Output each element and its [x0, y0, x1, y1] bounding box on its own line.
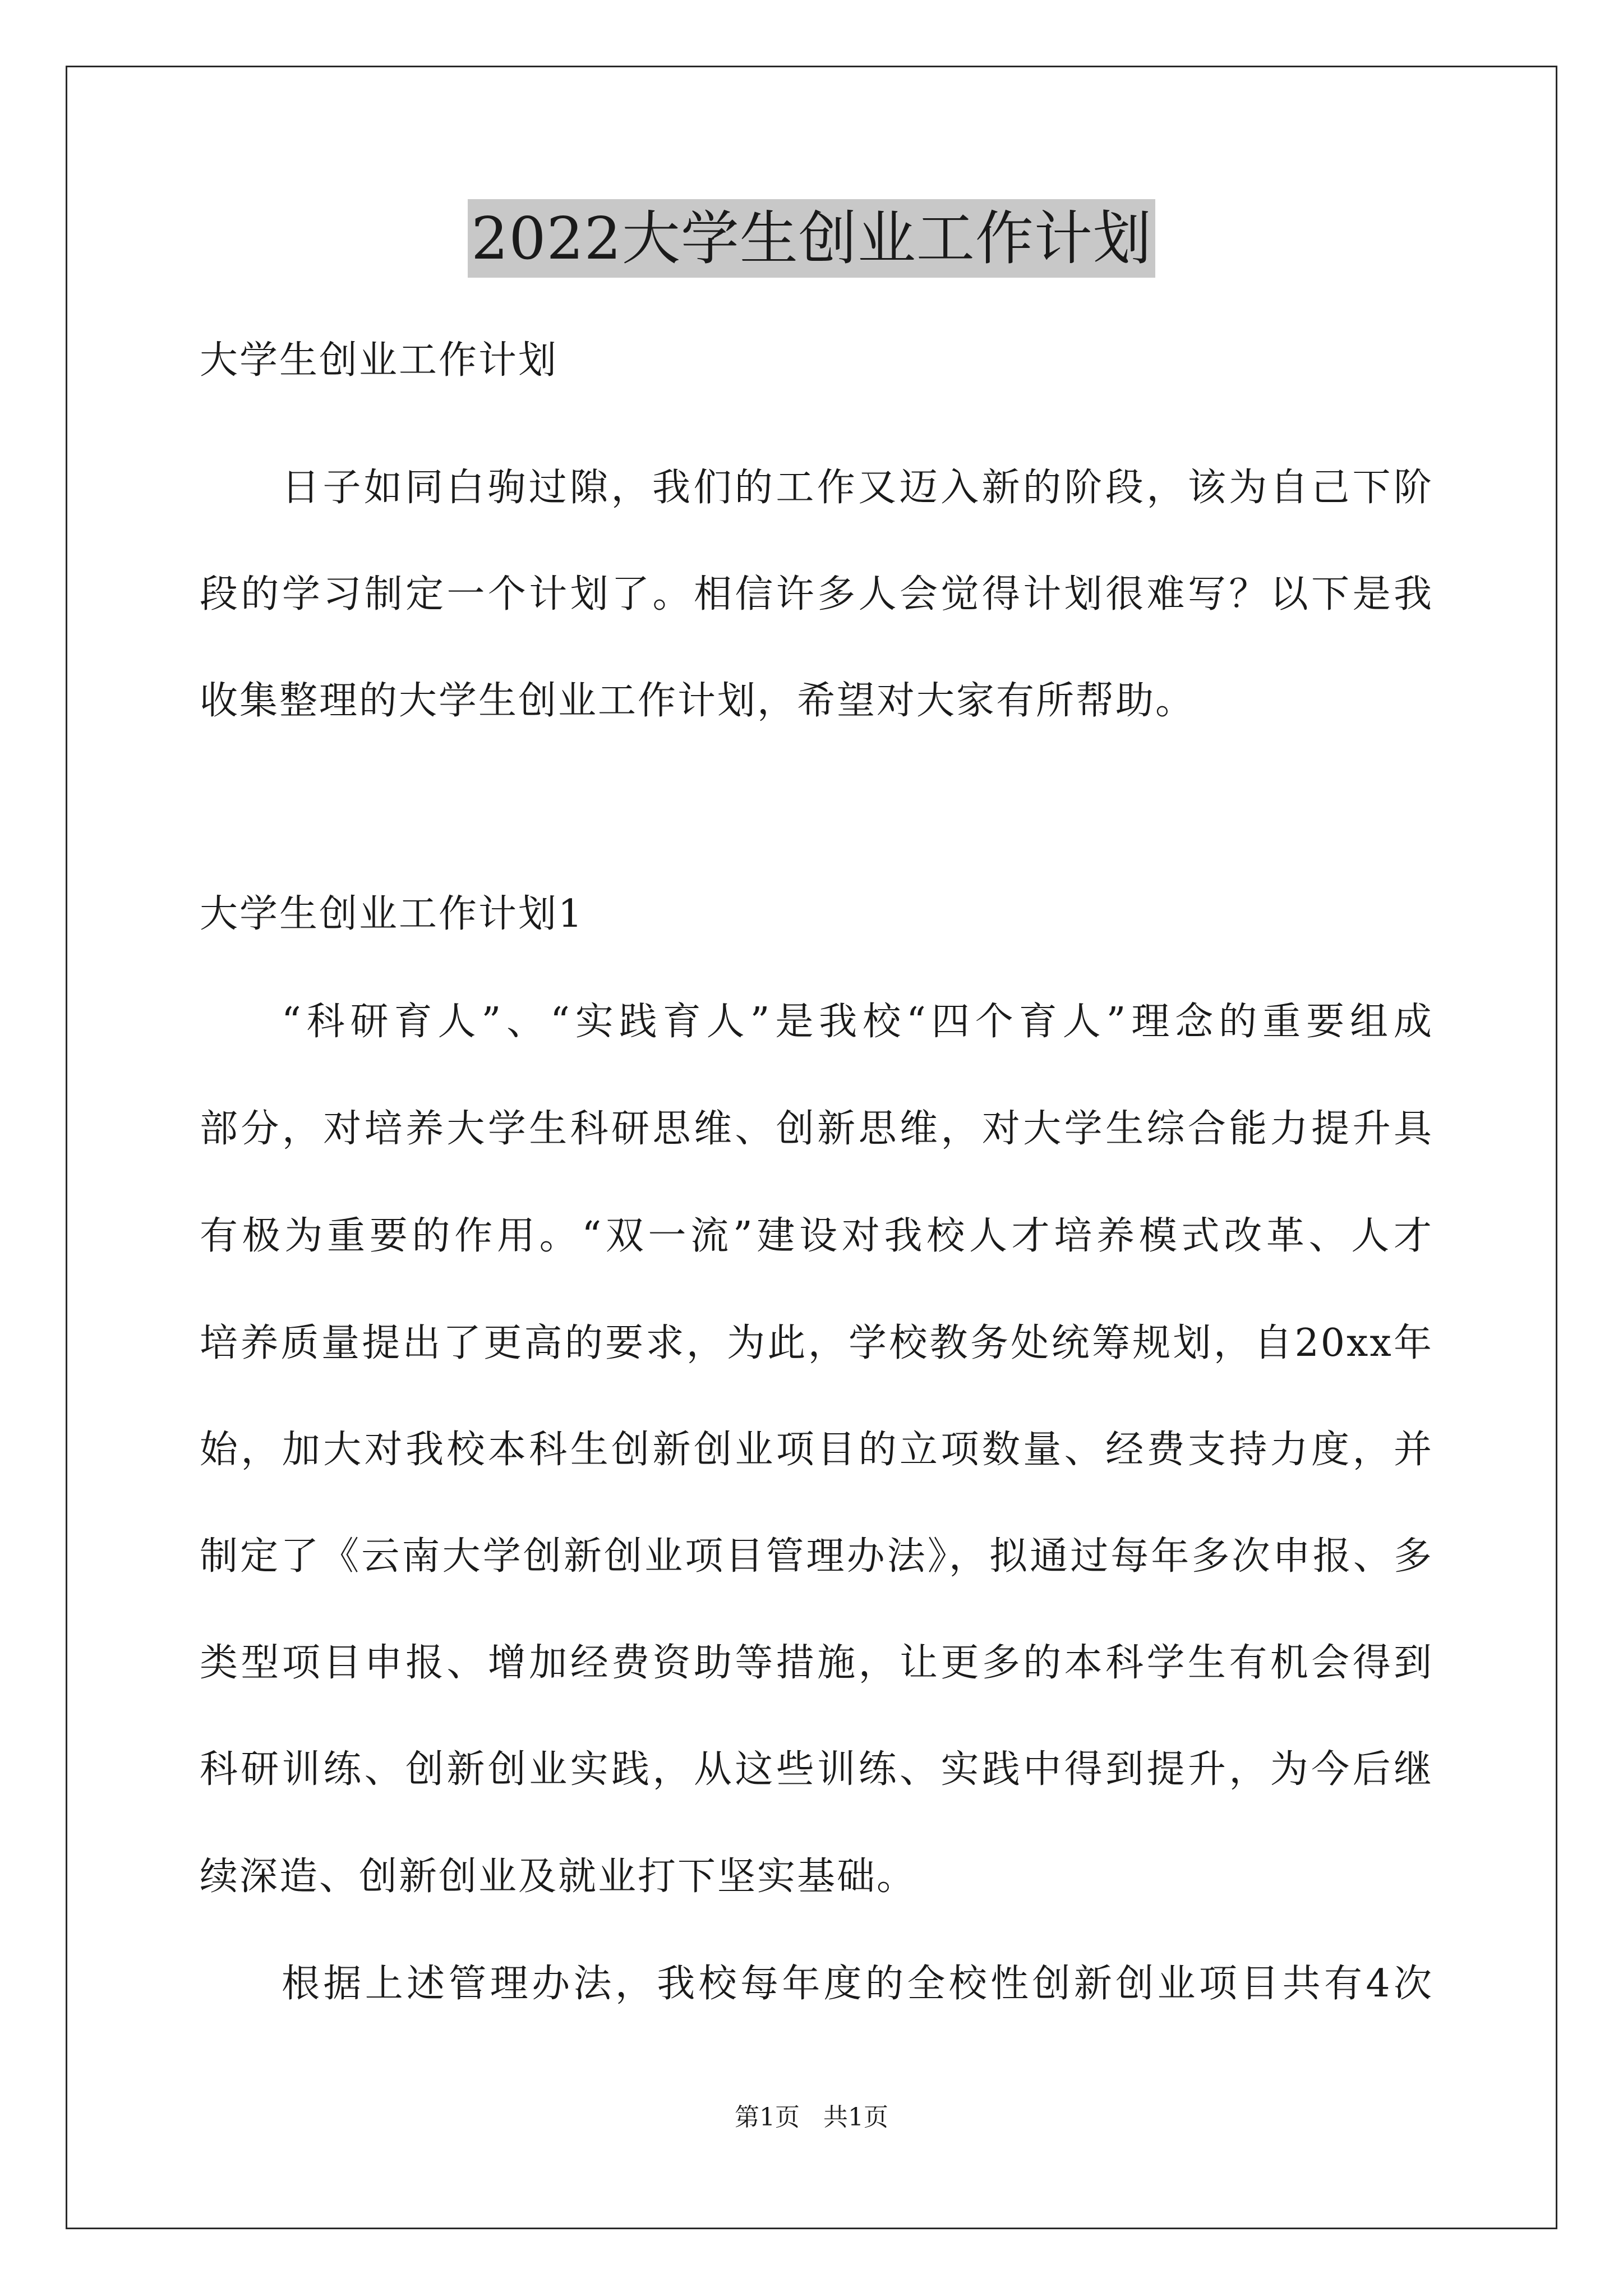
paragraph-line: 科研训练、创新创业实践，从这些训练、实践中得到提升，为今后继 — [200, 1747, 1433, 1792]
title-container — [0, 199, 1623, 278]
page-number-footer: 第1页 共1页 — [735, 2103, 888, 2132]
paragraph-line: 培养质量提出了更高的要求，为此，学校教务处统筹规划，自20xx年 — [200, 1321, 1433, 1365]
subtitle-line: 大学生创业工作计划 — [200, 338, 559, 383]
paragraph-line: “科研育人”、“实践育人”是我校“四个育人”理念的重要组成 — [282, 1000, 1433, 1044]
section-heading: 大学生创业工作计划1 — [200, 892, 584, 936]
paragraph-line: 制定了《云南大学创新创业项目管理办法》，拟通过每年多次申报、多 — [200, 1534, 1433, 1579]
paragraph-line: 根据上述管理办法，我校每年度的全校性创新创业项目共有4次 — [282, 1962, 1433, 2006]
paragraph-line: 有极为重要的作用。“双一流”建设对我校人才培养模式改革、人才 — [200, 1214, 1433, 1258]
paragraph-line: 续深造、创新创业及就业打下坚实基础。 — [200, 1855, 917, 1899]
document-title: 2022大学生创业工作计划 — [468, 199, 1155, 278]
paragraph-line: 部分，对培养大学生科研思维、创新思维，对大学生综合能力提升具 — [200, 1107, 1433, 1151]
paragraph-line: 类型项目申报、增加经费资助等措施，让更多的本科学生有机会得到 — [200, 1641, 1433, 1685]
paragraph-line: 始，加大对我校本科生创新创业项目的立项数量、经费支持力度，并 — [200, 1428, 1433, 1472]
paragraph-line: 段的学习制定一个计划了。相信许多人会觉得计划很难写？以下是我 — [200, 572, 1433, 616]
paragraph-line: 收集整理的大学生创业工作计划，希望对大家有所帮助。 — [200, 679, 1196, 723]
paragraph-line: 日子如同白驹过隙，我们的工作又迈入新的阶段，该为自己下阶 — [282, 466, 1433, 510]
